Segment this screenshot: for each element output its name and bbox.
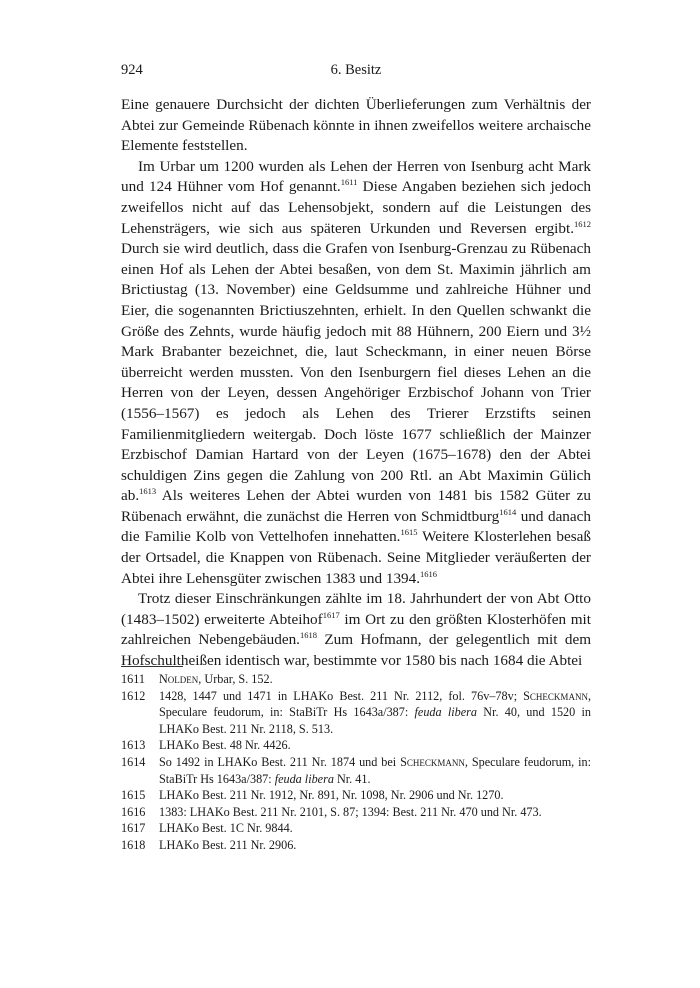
paragraph-3 (121, 589, 591, 671)
footnote-text: LHAKo Best. 1C Nr. 9844. (159, 821, 293, 836)
italic-term: feuda libera (274, 771, 334, 786)
paragraph-2 (121, 157, 591, 589)
text-run: Durch sie wird deutlich, dass die Grafen von Isenburg-Grenzau zu Rübenach einen Hof als Lehen der Abtei besaßen, von dem St. Maximin jährlich am Brictiustag (13. November) eine Geldsumme und zahlreiche Hühner und Eier, die sogenannten Brictiuszehnten, erhielt. In den Quellen schwankt die Größe des Zehnts, wurde häufig jedoch mit 88 Hühnern, 200 Eiern und 3½ Mark Brabanter bezeichnet, die, laut Scheckmann, in einer neuen Börse überreicht werden mussten. Von den Isenburgern fiel dieses Lehen an die Herren von der Leyen, dessen Angehöriger Erzbischof Johann von Trier (1556–1567) es jedoch als Lehen des Trierer Erzstifts seinen Familienmitgliedern weitergab. Doch löste 1677 schließlich der Mainzer Erzbischof Damian Hartard von der Leyen (1675–1678) den der Abtei schuldigen Zins gegen die Zahlung von 200 Rtl. an Abt Maximin Gülich ab. (121, 240, 591, 505)
footnote-number: 1618 (121, 837, 146, 852)
footnote (121, 820, 591, 837)
text-run: So 1492 in LHAKo Best. 211 Nr. 1874 und bei (159, 754, 401, 769)
footnote (121, 804, 591, 821)
chapter-title: 6. Besitz (330, 62, 382, 78)
footnote-number: 1613 (121, 738, 146, 753)
italic-term: feuda libera (414, 705, 478, 720)
footnote-separator (121, 666, 183, 667)
text-run: 1428, 1447 und 1471 in LHAKo Best. 211 Nr. 2112, fol. 76v–78v; (159, 688, 524, 703)
author-name: Scheckmann (400, 754, 465, 769)
footnote-ref[interactable]: 1611 (340, 177, 358, 188)
author-name: Nolden (159, 672, 199, 686)
footnote-ref[interactable]: 1617 (322, 609, 340, 620)
text-run: , Speculare feudorum, in: StaBiTr Hs 1643a/387: (159, 688, 591, 720)
footnote-text (159, 671, 591, 688)
footnote (121, 837, 591, 854)
footnote-number: 1614 (121, 754, 146, 769)
text-run: , Speculare feudorum, in: StaBiTr Hs 1643a/387: (159, 754, 591, 786)
footnote (121, 688, 591, 738)
text-run: Nr. 41. (333, 771, 371, 786)
footnote-number: 1611 (121, 672, 145, 686)
footnote (121, 787, 591, 804)
footnotes (121, 671, 591, 854)
footnote (121, 754, 591, 787)
footnote-text (159, 688, 591, 738)
text-run: Als weiteres Lehen der Abtei wurden von 1481 bis 1582 Güter zu Rübenach erwähnt, die zunächst die Herren von Schmidtburg (121, 487, 591, 525)
footnote-text: LHAKo Best. 211 Nr. 1912, Nr. 891, Nr. 1098, Nr. 2906 und Nr. 1270. (159, 788, 504, 803)
footnote-number: 1612 (121, 688, 146, 703)
text-run: Diese Angaben beziehen sich jedoch zweifellos nicht auf das Lehensobjekt, sondern auf die Leistungen des Lehensträgers, wie sich aus späteren Urkunden und Reversen ergibt. (121, 178, 591, 237)
footnote-ref[interactable]: 1614 (499, 506, 517, 517)
footnote-ref[interactable]: 1612 (574, 218, 591, 229)
text-run: Im Urbar um 1200 wurden als Lehen der Herren von Isenburg acht Mark und 124 Hühner vom Hof genannt. (121, 157, 591, 196)
text-run: und danach die Familie Kolb von Vettelhofen innehatten. (121, 507, 591, 546)
text-run: Trotz dieser Einschränkungen zählte im 18. Jahrhundert der von Abt Otto (1483–1502) erweiterte Abteihof (121, 590, 591, 628)
text-run: im Ort zu den größten Klosterhöfen mit zahlreichen Nebengebäuden. (121, 610, 591, 649)
text-run: , Urbar, S. 152. (198, 672, 273, 686)
footnote-number: 1616 (121, 804, 146, 819)
main-text (121, 95, 591, 672)
footnote-text: LHAKo Best. 48 Nr. 4426. (159, 738, 291, 753)
footnote-ref[interactable]: 1615 (400, 527, 418, 538)
text-run: Weitere Klosterlehen besaß der Ortsadel, die Knappen von Rübenach. Seine Mitglieder veräußerten der Abtei ihre Lehensgüter zwischen 1383 und 1394. (121, 528, 591, 587)
footnote-text: 1383: LHAKo Best. 211 Nr. 2101, S. 87; 1394: Best. 211 Nr. 470 und Nr. 473. (159, 804, 542, 819)
footnote (121, 737, 591, 754)
footnote-text: LHAKo Best. 211 Nr. 2906. (159, 837, 297, 852)
page-number: 924 (121, 62, 143, 78)
footnote-text (159, 754, 591, 787)
footnote-ref[interactable]: 1616 (420, 568, 438, 579)
running-header (121, 62, 591, 82)
author-name: Scheckmann (523, 688, 588, 703)
footnote (121, 671, 591, 688)
paragraph-1: Eine genauere Durchsicht der dichten Überlieferungen zum Verhältnis der Abtei zur Gemeinde Rübenach könnte in ihnen zweifellos weitere archaische Elemente feststellen. (121, 96, 591, 155)
footnote-number: 1617 (121, 821, 146, 836)
footnote-number: 1615 (121, 788, 146, 803)
text-run: Nr. 40, und 1520 in LHAKo Best. 211 Nr. 2118, S. 513. (159, 705, 591, 736)
footnote-ref[interactable]: 1613 (139, 486, 157, 497)
text-run: Zum Hofmann, der gelegentlich mit dem Hofschultheißen identisch war, bestimmte vor 1580 bis nach 1684 die Abtei (121, 631, 592, 670)
footnote-ref[interactable]: 1618 (299, 630, 317, 641)
